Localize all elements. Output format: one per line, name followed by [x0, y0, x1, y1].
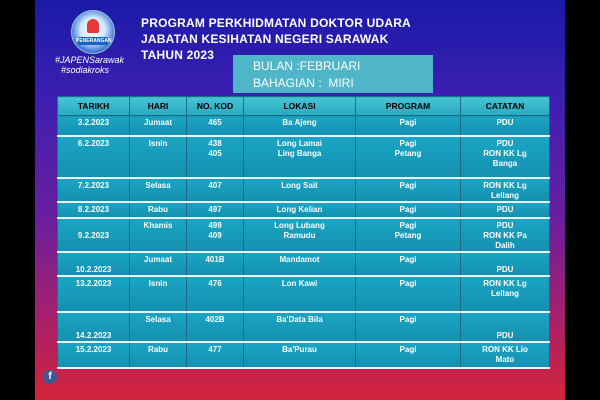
cell-catatan: PDU RON KK Lg Banga: [461, 136, 550, 178]
hashtag-sodiakroks: #sodiakroks: [61, 65, 110, 75]
cell-lokasi: Ba Ajeng: [244, 116, 356, 136]
bulan-label: BULAN :FEBRUARI: [253, 59, 361, 73]
cell-program: Pagi: [356, 178, 461, 202]
table-row: [58, 136, 550, 178]
hashtag-japen: #JAPENSarawak: [55, 55, 125, 65]
cell-catatan: RON KK Lg Lellang: [461, 276, 550, 312]
cell-catatan: PDU: [461, 252, 550, 276]
cell-hari: Rabu: [130, 342, 187, 368]
cell-program: Pagi Petang: [356, 218, 461, 252]
cell-program: Pagi: [356, 202, 461, 218]
month-box: [233, 55, 433, 93]
cell-tarikh: 8.2.2023: [58, 202, 130, 218]
cell-catatan: PDU: [461, 312, 550, 342]
cell-program: Pagi: [356, 312, 461, 342]
cell-kod: 407: [187, 178, 244, 202]
cell-tarikh: 9.2.2023: [58, 218, 130, 252]
cell-tarikh: 15.2.2023: [58, 342, 130, 368]
cell-program: Pagi: [356, 116, 461, 136]
japen-logo-icon: [71, 10, 115, 54]
cell-catatan: PDU: [461, 202, 550, 218]
table-row: [58, 202, 550, 218]
cell-hari: Isnin: [130, 136, 187, 178]
header-catatan: CATATAN: [461, 97, 550, 116]
cell-kod: 438 405: [187, 136, 244, 178]
title-line-2: JABATAN KESIHATAN NEGERI SARAWAK: [141, 32, 389, 46]
header-row: [58, 97, 550, 116]
cell-kod: 477: [187, 342, 244, 368]
cell-hari: Khamis: [130, 218, 187, 252]
table-row: [58, 178, 550, 202]
cell-kod: 465: [187, 116, 244, 136]
header-hari: HARI: [130, 97, 187, 116]
cell-tarikh: 10.2.2023: [58, 252, 130, 276]
cell-kod: 497: [187, 202, 244, 218]
header-kod: NO. KOD: [187, 97, 244, 116]
cell-lokasi: Long Sait: [244, 178, 356, 202]
title-line-3: TAHUN 2023: [141, 48, 215, 62]
cell-hari: Jumaat: [130, 116, 187, 136]
cell-kod: 401B: [187, 252, 244, 276]
cell-lokasi: Ba'Data Bila: [244, 312, 356, 342]
cell-hari: Isnin: [130, 276, 187, 312]
header-lokasi: LOKASI: [244, 97, 356, 116]
header-tarikh: TARIKH: [58, 97, 130, 116]
table-row: [58, 218, 550, 252]
cell-catatan: PDU RON KK Pa Dalih: [461, 218, 550, 252]
logo-text: PENERANGAN: [76, 38, 112, 44]
cell-lokasi: Lon Kawi: [244, 276, 356, 312]
table-row: [58, 276, 550, 312]
cell-tarikh: 6.2.2023: [58, 136, 130, 178]
cell-tarikh: 13.2.2023: [58, 276, 130, 312]
cell-tarikh: 14.2.2023: [58, 312, 130, 342]
cell-catatan: RON KK Lg Lellang: [461, 178, 550, 202]
cell-hari: Jumaat: [130, 252, 187, 276]
title-line-1: PROGRAM PERKHIDMATAN DOKTOR UDARA: [141, 16, 411, 30]
cell-tarikh: 7.2.2023: [58, 178, 130, 202]
cell-lokasi: Long Kelian: [244, 202, 356, 218]
cell-lokasi: Ba'Purau: [244, 342, 356, 368]
table-row: [58, 116, 550, 136]
cell-lokasi: Long Lubang Ramudu: [244, 218, 356, 252]
poster: [35, 0, 565, 400]
cell-tarikh: 3.2.2023: [58, 116, 130, 136]
cell-program: Pagi: [356, 342, 461, 368]
cell-catatan: PDU: [461, 116, 550, 136]
header-program: PROGRAM: [356, 97, 461, 116]
table-row: [58, 342, 550, 368]
cell-kod: 476: [187, 276, 244, 312]
cell-catatan: RON KK Lio Mato: [461, 342, 550, 368]
cell-hari: Selasa: [130, 312, 187, 342]
facebook-icon[interactable]: f: [43, 370, 57, 384]
cell-program: Pagi: [356, 252, 461, 276]
table-row: [58, 312, 550, 342]
cell-hari: Selasa: [130, 178, 187, 202]
cell-program: Pagi Petang: [356, 136, 461, 178]
cell-lokasi: Mandamot: [244, 252, 356, 276]
schedule-table: [57, 96, 550, 369]
cell-kod: 499 409: [187, 218, 244, 252]
table-row: [58, 252, 550, 276]
cell-lokasi: Long Lamai Ling Banga: [244, 136, 356, 178]
cell-kod: 402B: [187, 312, 244, 342]
cell-hari: Rabu: [130, 202, 187, 218]
cell-program: Pagi: [356, 276, 461, 312]
bahagian-label: BAHAGIAN : MIRI: [253, 76, 354, 90]
